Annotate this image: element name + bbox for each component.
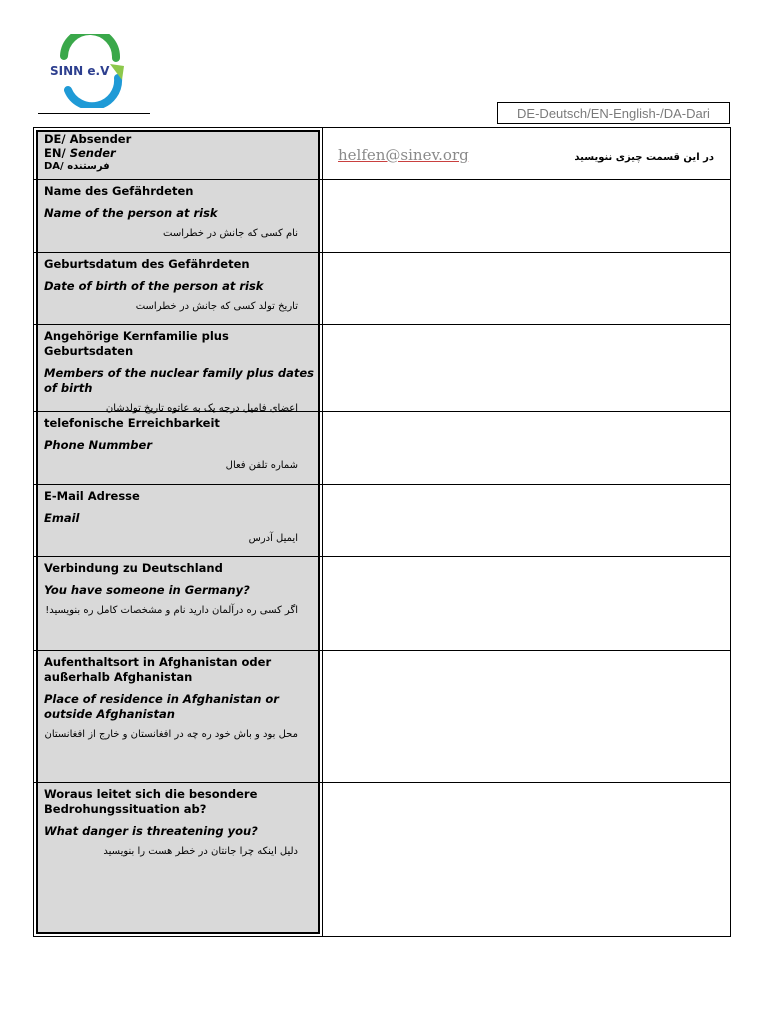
column-divider: [322, 128, 323, 936]
row-label-threat: Woraus leitet sich die besondere Bedrohungssituation ab? What danger is threatening you? دلیل اینکه چرا جانتان در خطر هست را بنویسید: [44, 787, 298, 857]
sender-label: [44, 132, 131, 174]
sender-label-de: DE/ Absender: [44, 132, 132, 146]
sender-email[interactable]: helfen@sinev.org: [338, 146, 469, 164]
row-divider: [34, 179, 730, 180]
sinn-logo-mark: [40, 34, 140, 108]
do-not-write-hint: در این قسمت چیزی ننویسید: [574, 152, 714, 163]
row-label-family: Angehörige Kernfamilie plus Geburtsdaten Members of the nuclear family plus dates of birth اعضای فامیل درجه یک به عاتوه تاریخ تولدشان: [44, 329, 315, 414]
row-divider: [34, 650, 730, 651]
row-divider: [34, 556, 730, 557]
sender-label-da: DA/ فرستنده: [44, 161, 110, 172]
logo-text: SINN e.V: [50, 64, 110, 78]
row-label-email: E-Mail Adresse Email ایمیل آدرس: [44, 489, 298, 544]
language-selector: DE-Deutsch/EN-English-/DA-Dari: [497, 102, 730, 124]
sender-label-en: EN/ Sender: [44, 146, 116, 160]
logo-underline: [38, 113, 150, 114]
row-label-birthdate: Geburtsdatum des Gefährdeten Date of birth of the person at risk تاریخ تولد کسی که جانش در خطراست: [44, 257, 298, 312]
sinn-logo: [40, 34, 140, 108]
row-divider: [34, 324, 730, 325]
row-label-residence: Aufenthaltsort in Afghanistan oder außerhalb Afghanistan Place of residence in Afghanistan or outside Afghanistan محل بود و باش خود ره چه در افغانستان و خارج از افغانستان: [44, 655, 298, 740]
row-divider: [34, 252, 730, 253]
row-label-phone: telefonische Erreichbarkeit Phone Nummber شماره تلفن فعال: [44, 416, 298, 471]
registration-form-table: [33, 127, 731, 937]
row-divider: [34, 484, 730, 485]
row-label-name: Name des Gefährdeten Name of the person at risk نام کسی که جانش در خطراست: [44, 184, 298, 239]
row-divider: [34, 782, 730, 783]
row-label-germany-connection: Verbindung zu Deutschland You have someone in Germany? اگر کسی ره درآلمان دارید نام و مشخصات کامل ره بنویسید!: [44, 561, 298, 616]
